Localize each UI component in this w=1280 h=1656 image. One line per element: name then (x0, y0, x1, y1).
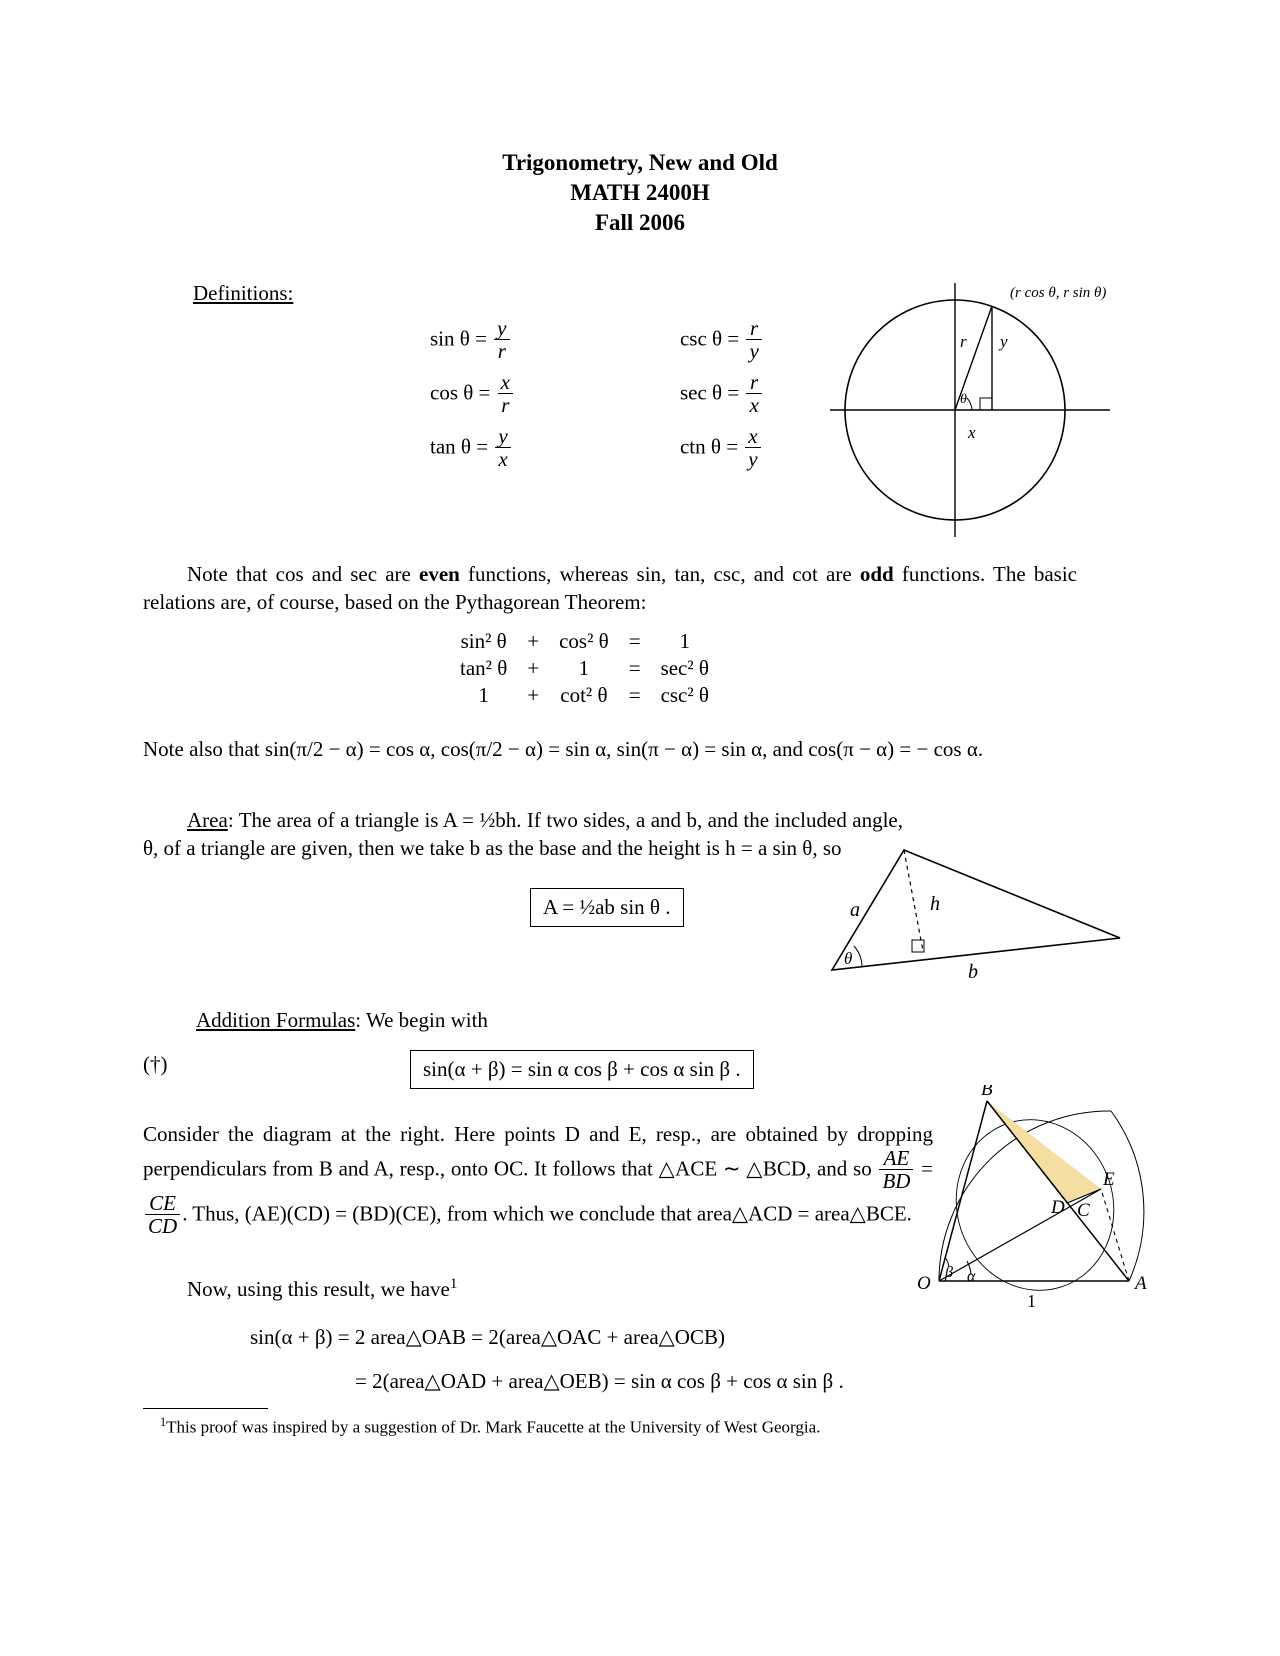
theta-label: θ (844, 949, 853, 968)
equation-tag-dagger: (†) (143, 1052, 168, 1076)
addition-formulas-heading: Addition Formulas: We begin with (196, 1008, 488, 1032)
y-label: y (1000, 332, 1008, 351)
ratio-ce-cd: $\frac{CE}{CD}$ (145, 1192, 180, 1237)
label-O: O (917, 1273, 931, 1294)
pythagorean-identities (450, 628, 719, 709)
side-a-label: a (850, 899, 860, 921)
definitions-heading: Definitions: (193, 281, 294, 305)
spacer (515, 426, 680, 480)
point-label: (r cos θ, r sin θ) (1010, 285, 1107, 301)
height-h-label: h (930, 893, 940, 915)
odd-emphasis: odd (859, 562, 894, 586)
definition-sec: sec θ = $\frac{r}{x}$ (680, 372, 764, 426)
label-E: E (1103, 1169, 1115, 1190)
area-formula-box: A = ½ab sin θ . (530, 888, 684, 927)
fraction-tan: $\frac{y}{x}$ (495, 425, 510, 470)
definition-row (430, 372, 764, 426)
label-beta: β (945, 1264, 953, 1281)
note-also-paragraph: Note also that sin(π/2 − α) = cos α, cos(π/2 − α) = sin α, sin(π − α) = sin α, and cos(π − α) = − cos α. (143, 737, 984, 761)
fraction-csc: $\frac{r}{y}$ (746, 317, 761, 362)
label-one: 1 (1027, 1291, 1036, 1311)
addition-formula-box: sin(α + β) = sin α cos β + cos α sin β . (410, 1050, 754, 1089)
ratio-ae-bd: $\frac{AE}{BD}$ (879, 1147, 913, 1192)
footnote-number: 1 (160, 1415, 167, 1429)
label-B: B (981, 1085, 993, 1100)
definition-ctn: ctn θ = $\frac{x}{y}$ (680, 426, 764, 480)
definition-sin: sin θ = $\frac{y}{r}$ (430, 318, 515, 372)
label-alpha: α (967, 1268, 976, 1285)
definition-row (430, 426, 764, 480)
area-label: Area (187, 808, 228, 832)
consider-paragraph: Consider the diagram at the right. Here points D and E, resp., are obtained by dropping perpendiculars from B and A, resp., onto OC. It follows that △ACE ∼ △BCD, and so $\frac{AE}{BD}$ = $\frac{CE}{CD}$ . Thus, (AE)(CD) = (BD)(CE), from which we conclude that area△ACD = area△BCE. (143, 1122, 934, 1239)
definition-row (430, 318, 764, 372)
definition-cos: cos θ = $\frac{x}{r}$ (430, 372, 515, 426)
even-emphasis: even (419, 562, 460, 586)
definition-tan: tan θ = $\frac{y}{x}$ (430, 426, 515, 480)
spacer (515, 372, 680, 426)
fraction-sin: $\frac{y}{r}$ (494, 317, 509, 362)
now-paragraph: Now, using this result, we have$^1$ (187, 1276, 458, 1301)
identity-row: sin² θ + cos² θ = 1 (460, 629, 691, 653)
even-odd-paragraph: Note that cos and sec are even functions, whereas sin, tan, csc, and cot are odd functions. The basic relations are, of course, based on the Pythagorean Theorem: (143, 562, 1077, 614)
derivation-line-2: = 2(area△OAD + area△OEB) = sin α cos β + cos α sin β . (355, 1369, 844, 1393)
x-label: x (968, 423, 976, 442)
definition-csc: csc θ = $\frac{r}{y}$ (680, 318, 764, 372)
footnote-marker: 1 (449, 1276, 458, 1292)
identity-row: tan² θ + 1 = sec² θ (460, 656, 709, 680)
page-title (0, 148, 1280, 238)
definitions-table (430, 318, 764, 480)
title-line-1: Trigonometry, New and Old (502, 150, 778, 175)
title-line-3: Fall 2006 (594, 210, 686, 235)
area-paragraph: Area: The area of a triangle is A = ½bh. If two sides, a and b, and the included angle, θ, of a triangle are given, then we take b as the base and the height is h = a sin θ, so (143, 808, 903, 860)
derivation-block (250, 1315, 844, 1403)
label-C: C (1077, 1200, 1090, 1221)
fraction-ctn: $\frac{x}{y}$ (745, 425, 760, 470)
triangle-figure (820, 838, 1140, 993)
title-line-2: MATH 2400H (570, 180, 710, 205)
fraction-sec: $\frac{r}{x}$ (746, 371, 761, 416)
identity-row: 1 + cot² θ = csc² θ (478, 683, 709, 707)
side-b-label: b (968, 961, 978, 983)
fraction-cos: $\frac{x}{r}$ (498, 371, 513, 416)
unit-circle-figure (820, 275, 1120, 550)
derivation-line-1: sin(α + β) = 2 area△OAB = 2(area△OAC + area△OCB) (250, 1325, 725, 1349)
oab-diagram (915, 1085, 1165, 1320)
theta-label: θ (960, 392, 967, 407)
footnote-divider (143, 1408, 268, 1409)
spacer (515, 318, 680, 372)
label-A: A (1135, 1273, 1147, 1294)
footnote: $^1$This proof was inspired by a suggestion of Dr. Mark Faucette at the University of West Georgia. (160, 1415, 821, 1437)
radius-label: r (960, 332, 967, 351)
label-D: D (1051, 1197, 1065, 1218)
